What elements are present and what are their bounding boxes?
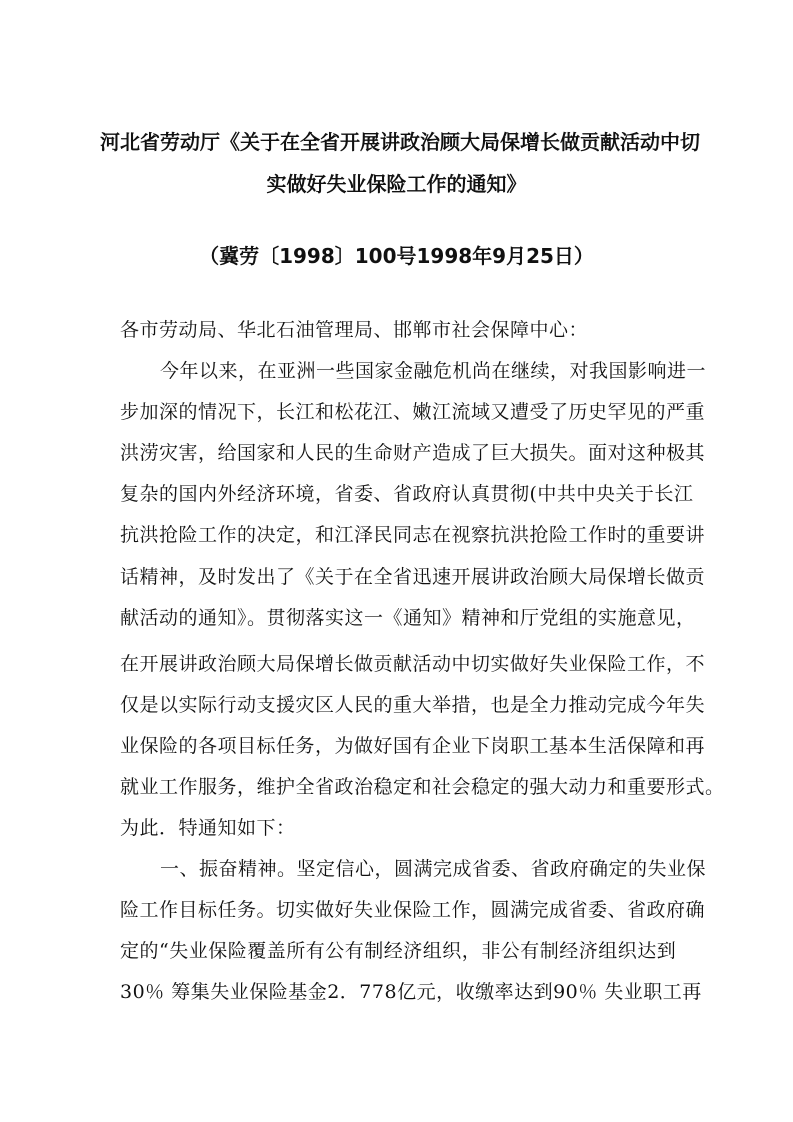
paragraph-line: 步加深的情况下，长江和松花江、嫩江流域又遭受了历史罕见的严重 (120, 401, 706, 423)
paragraph-line: 业保险的各项目标任务，为做好国有企业下岗职工基本生活保障和再 (120, 735, 706, 757)
paragraph-line: 险工作目标任务。切实做好失业保险工作，圆满完成省委、省政府确 (120, 899, 706, 921)
paragraph-line: 洪涝灾害，给国家和人民的生命财产造成了巨大损失。面对这种极其 (120, 442, 706, 464)
paragraph-line: 仅是以实际行动支援灾区人民的重大举措，也是全力推动完成今年失 (120, 694, 706, 716)
paragraph-line: 今年以来，在亚洲一些国家金融危机尚在继续，对我国影响进一 (160, 360, 707, 382)
paragraph-line: 复杂的国内外经济环境，省委、省政府认真贯彻(中共中央关于长江 (120, 483, 694, 505)
document-number: （冀劳〔1998〕100号1998年9月25日） (199, 244, 594, 268)
paragraph-line: 就业工作服务，维护全省政治稳定和社会稳定的强大动力和重要形式。 (120, 776, 725, 798)
paragraph-line: 抗洪抢险工作的决定，和江泽民同志在视察抗洪抢险工作时的重要讲 (120, 524, 706, 546)
paragraph-line: 一、振奋精神。坚定信心，圆满完成省委、省政府确定的失业保 (160, 858, 707, 880)
paragraph-line: 在开展讲政治顾大局保增长做贡献活动中切实做好失业保险工作，不 (120, 653, 706, 675)
paragraph-line: 30％ 筹集失业保险基金2．778亿元，收缴率达到90％ 失业职工再 (120, 981, 702, 1003)
paragraph-line: 献活动的通知》。贯彻落实这一《通知》精神和厅党组的实施意见， (120, 607, 696, 629)
document-title-line-1: 河北省劳动厅《关于在全省开展讲政治顾大局保增长做贡献活动中切 (100, 130, 700, 154)
paragraph-line: 定的“失业保险覆盖所有公有制经济组织，非公有制经济组织达到 (120, 940, 677, 962)
salutation: 各市劳动局、华北石油管理局、邯郸市社会保障中心： (120, 319, 589, 341)
document-title-line-2: 实做好失业保险工作的通知》 (266, 172, 527, 196)
paragraph-line: 为此．特通知如下： (120, 817, 296, 839)
paragraph-line: 话精神，及时发出了《关于在全省迅速开展讲政治顾大局保增长做贡 (120, 566, 706, 588)
